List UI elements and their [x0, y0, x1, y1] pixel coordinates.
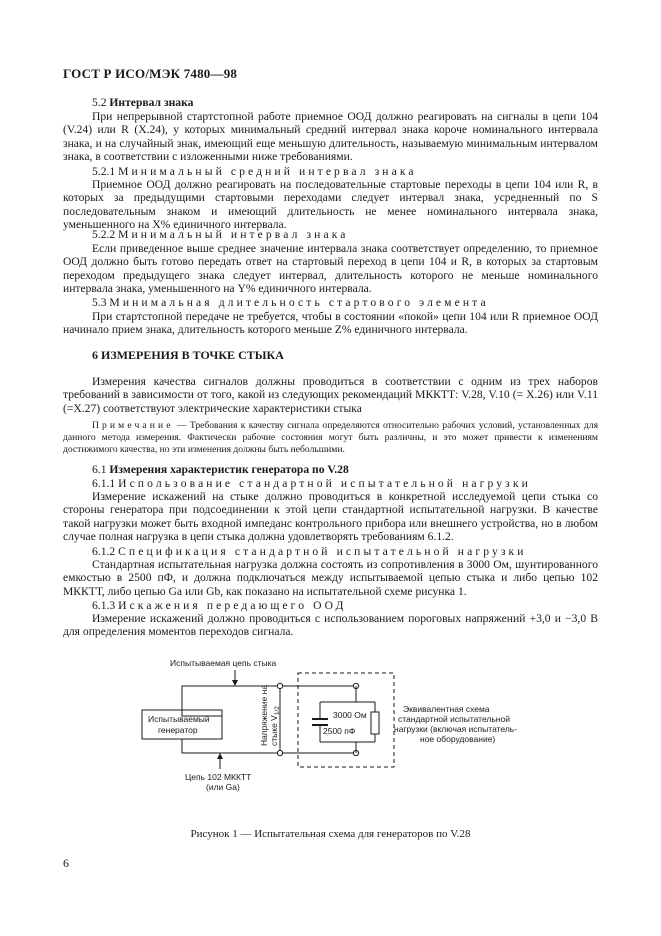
section-5-3-text — [63, 310, 598, 337]
equivalent-description: ное оборудование) — [420, 734, 496, 744]
section-5-2-1-text — [63, 178, 598, 232]
section-title: Минимальный средний интервал знака — [118, 165, 417, 178]
section-5-2-2-text — [63, 242, 598, 296]
note-label: Примечание — [92, 420, 174, 431]
section-6-1-3-heading — [63, 599, 598, 612]
equivalent-description: Эквивалентная схема — [403, 704, 490, 714]
section-6-1-heading — [63, 463, 598, 476]
voltage-label-line2: стыке $V_{1/2}$ — [269, 706, 281, 746]
section-6-1-1-heading — [63, 477, 598, 490]
node-terminal — [277, 750, 282, 755]
section-5-2-text — [63, 110, 598, 164]
section-title: Минимальная длительность стартового элемента — [109, 296, 489, 309]
section-title: Измерения характеристик генератора по V.28 — [109, 463, 349, 476]
section-number: 6.1.1 — [92, 477, 116, 490]
note-text: — Требования к качеству сигнала определяются относительно рабочих условий, установленных для данного метода измерения. Фактически рабочие состояния могут быть различны, и это может привести к изменениям достижимого качества, но эти изменения должны быть небольшими. — [63, 420, 598, 456]
section-title: Интервал знака — [109, 96, 194, 109]
section-number: 6.1.3 — [92, 599, 116, 612]
paragraph-text: Измерение искажений на стыке должно проводиться в конкретной исследуемой цепи стыка со стороны генератора при подсоединении к этой цепи стандартной испытательной нагрузки. В качестве такой нагрузки может быть входной импеданс контрольного прибора или внешнего устройства, но в любом случае полная нагрузка в цепи стыка должна удовлетворять требованиям 6.1.2. — [63, 490, 598, 544]
document-header: ГОСТ Р ИСО/МЭК 7480—98 — [63, 66, 238, 81]
voltage-label — [259, 685, 281, 746]
arrow-head-icon — [217, 753, 223, 759]
figure-caption: Рисунок 1 — Испытательная схема для генераторов по V.28 — [190, 828, 471, 840]
section-5-2-2-heading — [63, 228, 598, 241]
section-6-1-2-text — [63, 558, 598, 598]
label-circuit-102: Цепь 102 МККТТ — [185, 772, 252, 782]
equivalent-description: нагрузки (включая испытатель- — [394, 724, 518, 734]
section-6-text — [63, 375, 598, 415]
label-circuit-under-test: Испытываемая цепь стыка — [170, 658, 277, 668]
section-number: 6.1 — [92, 463, 107, 476]
equivalent-description: стандартной испытательной — [398, 714, 510, 724]
section-6-title: 6 ИЗМЕРЕНИЯ В ТОЧКЕ СТЫКА — [92, 348, 284, 362]
section-number: 5.2 — [92, 96, 107, 109]
paragraph-text: При непрерывной стартстопной работе приемное ООД должно реагировать на сигналы в цепи 104 (V.24) или R (X.24), у которых минимальный средний интервал знака короче номинального интервала знака, и на случайный знак, имеющий еще меньшую длительность, называемую минимальным интервалом знака, в соответствии с изложенными ниже требованиями. — [63, 110, 598, 164]
section-6-1-1-text — [63, 490, 598, 544]
paragraph-text: Если приведенное выше среднее значение интервала знака соответствует определению, то приемное ООД должно быть готово передать ответ на стартовый переход в цепи 104 и R, в которых за стартовым переходом предыдущего знака следует интервал, длительность которого не меньше номинального интервала знака, уменьшенного на Y% единичного интервала. — [63, 242, 598, 296]
paragraph-text: Измерение искажений должно проводиться с использованием пороговых напряжений +3,0 и −3,0 В для определения моментов переходов сигнала. — [63, 612, 598, 639]
paragraph-text: Приемное ООД должно реагировать на последовательные стартовые переходы в цепи 104 или R, в которых за предыдущими стартовыми переходами следует интервал знака, усредненный по S последовательным знаком и имеющий длительность не менее номинального интервала знака, уменьшенного на X% единичного интервала. — [63, 178, 598, 232]
section-title: Искажения передающего ООД — [118, 599, 347, 612]
node-terminal — [277, 683, 282, 688]
section-5-2-heading — [63, 96, 598, 109]
voltage-label-line1: Напряжение на — [259, 684, 269, 746]
generator-label: Испытываемый — [148, 714, 210, 724]
resistor-value: 3000 Ом — [333, 710, 367, 720]
test-circuit-diagram — [120, 656, 540, 801]
section-5-3-heading — [63, 296, 598, 309]
section-number: 5.3 — [92, 296, 107, 309]
section-6-1-3-text — [63, 612, 598, 639]
page-number: 6 — [63, 856, 69, 870]
resistor-icon — [371, 712, 379, 734]
paragraph-text: При стартстопной передаче не требуется, чтобы в состоянии «покой» цепи 104 или R приемное ООД начинало прием знака, длительность которого меньше Z% единичного интервала. — [63, 310, 598, 337]
section-title: Спецификация стандартной испытательной нагрузки — [118, 545, 527, 558]
arrow-head-icon — [232, 680, 238, 686]
section-title: Минимальный интервал знака — [118, 228, 349, 241]
section-number: 6.1.2 — [92, 545, 116, 558]
section-6-note — [63, 420, 598, 457]
section-number: 5.2.2 — [92, 228, 116, 241]
paragraph-text: Стандартная испытательная нагрузка должна состоять из сопротивления в 3000 Ом, шунтированного емкостью в 2500 пФ, и должна подключаться между испытываемой цепью стыка и либо цепью 102 МККТТ, либо цепью Ga или Gb, как показано на испытательной схеме рисунка 1. — [63, 558, 598, 598]
wire-top — [182, 686, 356, 716]
capacitor-value: 2500 пФ — [323, 726, 356, 736]
generator-label: генератор — [158, 725, 198, 735]
paragraph-text: Измерения качества сигналов должны проводиться в соответствии с одним из трех наборов требований в зависимости от того, какой из следующих рекомендаций МККТТ: V.28, V.10 (= X.26) или V.11 (=X.27) соответствуют электрические характеристики стыка — [63, 375, 598, 415]
label-circuit-102: (или Ga) — [206, 782, 240, 792]
section-5-2-1-heading — [63, 165, 598, 178]
section-number: 5.2.1 — [92, 165, 116, 178]
section-6-1-2-heading — [63, 545, 598, 558]
section-title: Использование стандартной испытательной нагрузки — [118, 477, 531, 490]
